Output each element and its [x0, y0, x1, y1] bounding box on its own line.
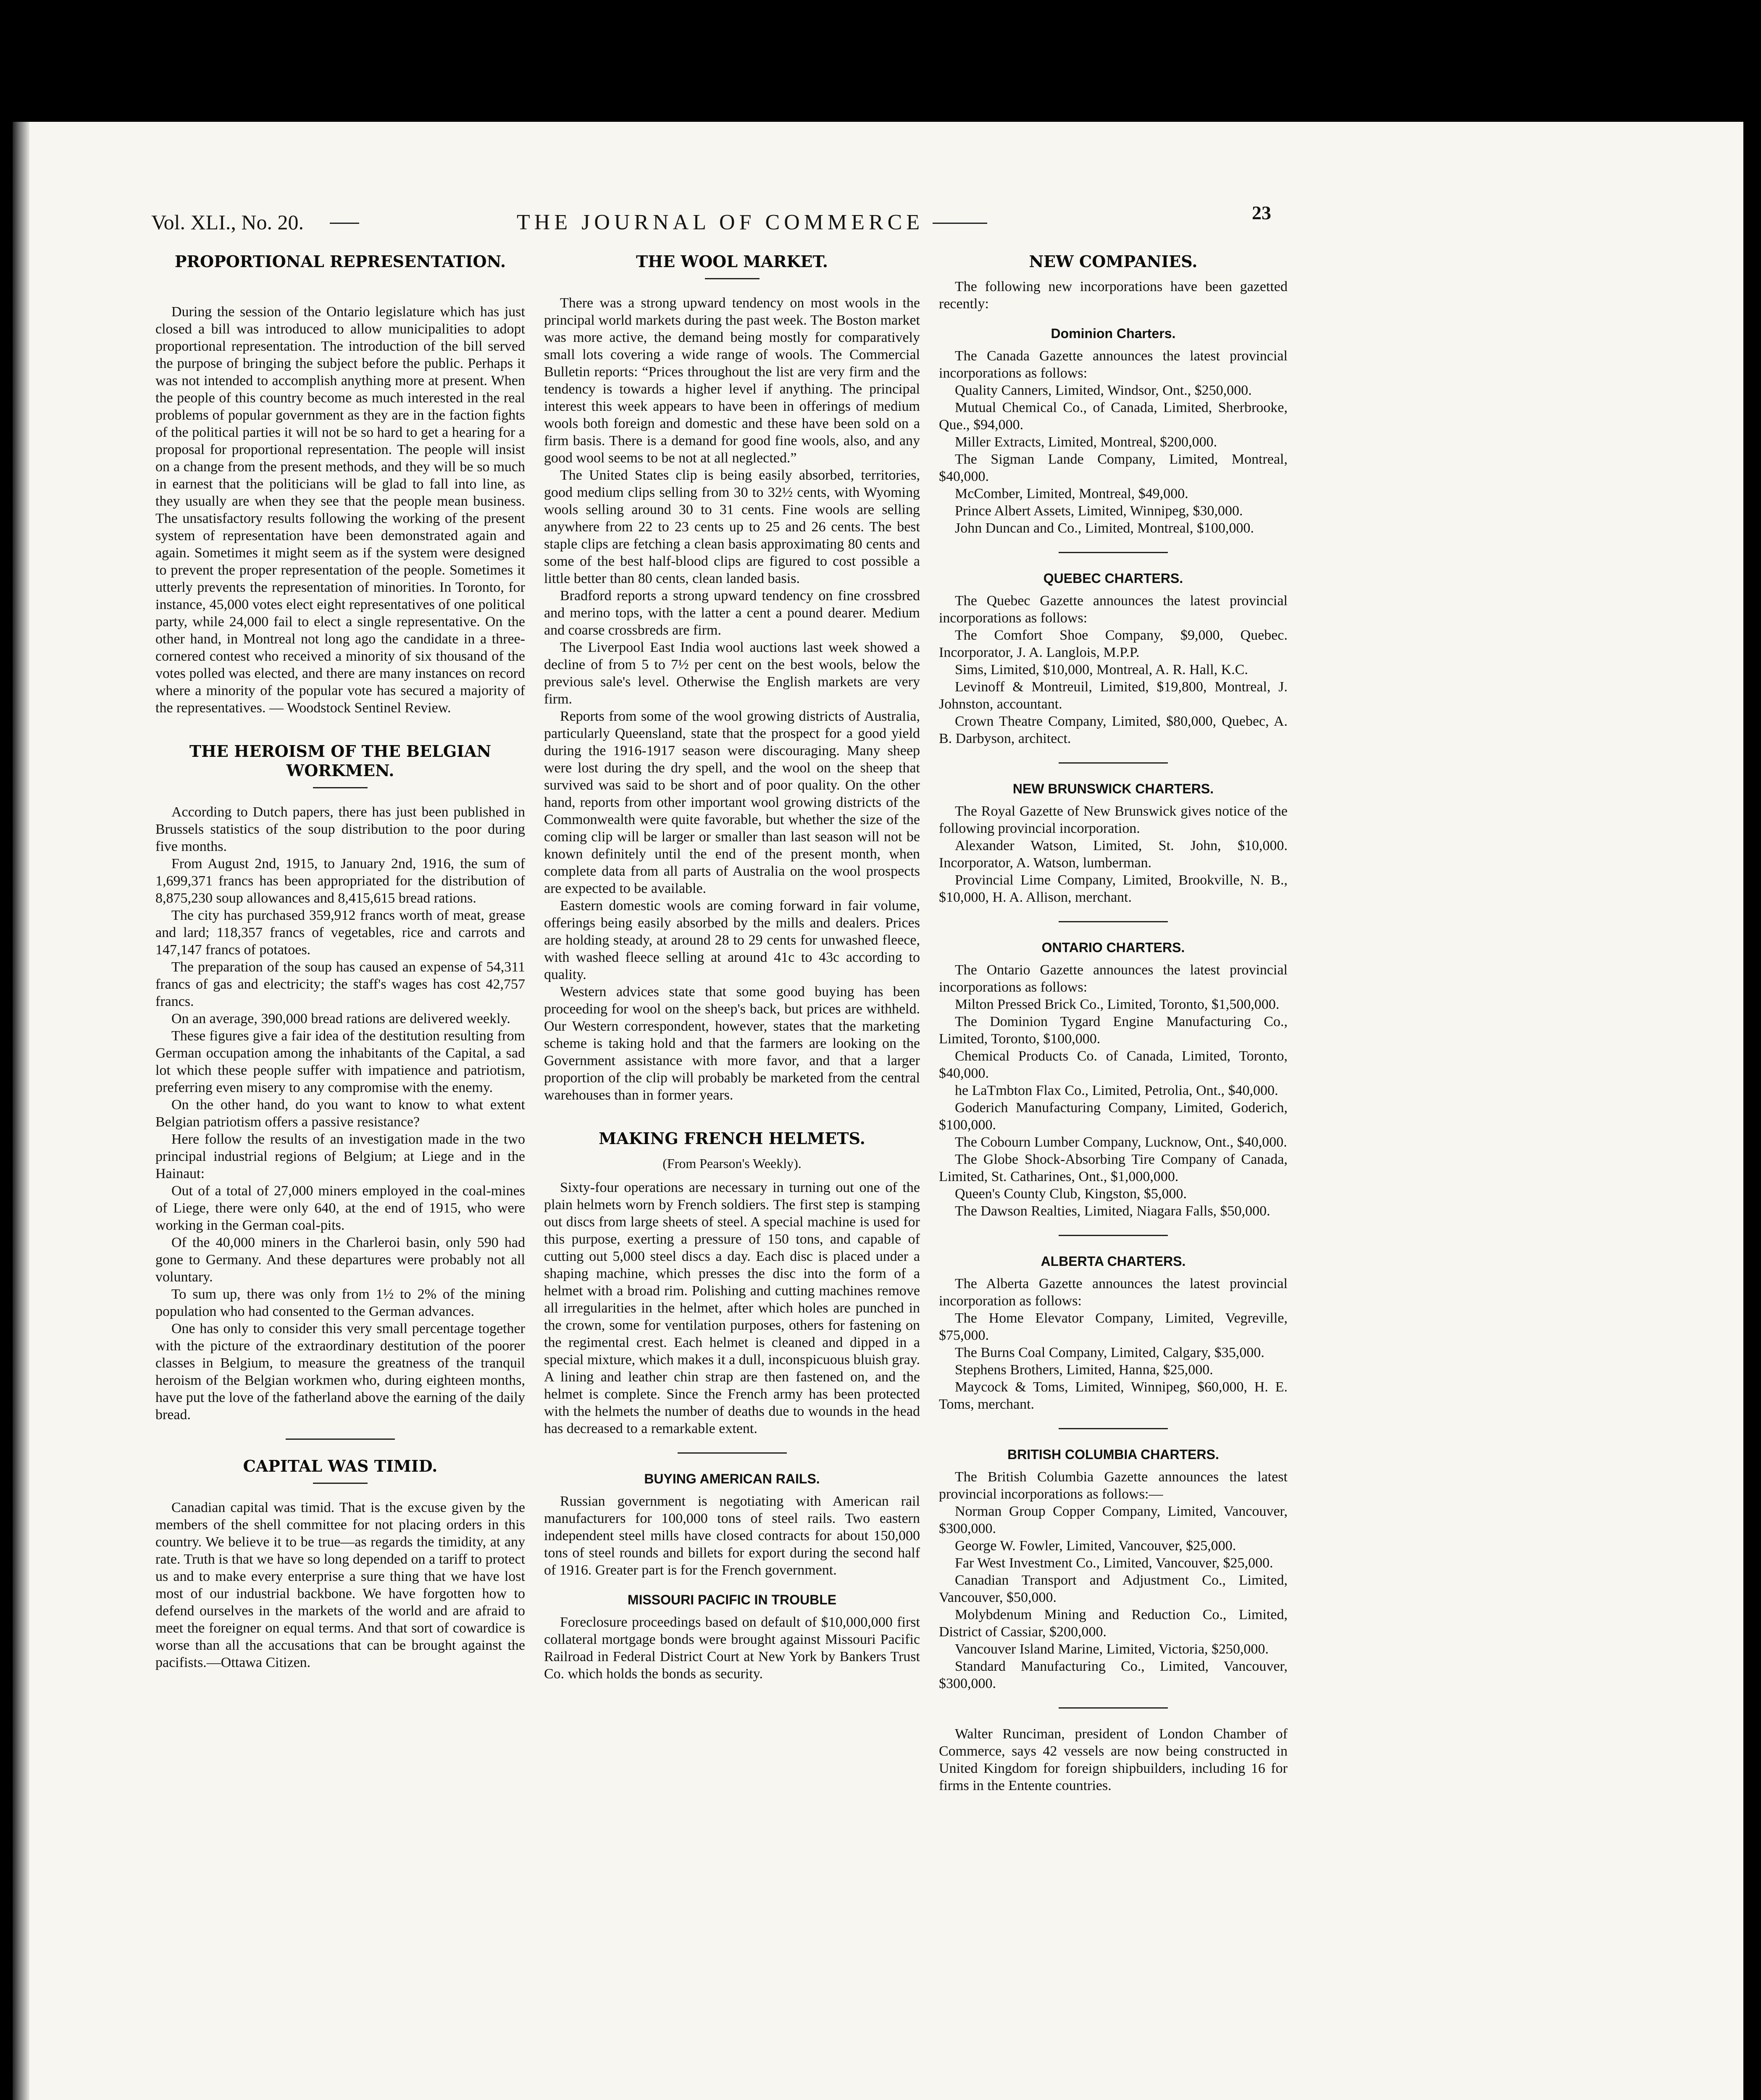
charter-list-item: Chemical Products Co. of Canada, Limited, Toronto, $40,000. — [939, 1048, 1288, 1081]
article-title-making-french-helmets: MAKING FRENCH HELMETS. — [599, 1129, 865, 1148]
article-paragraph: On the other hand, do you want to know to what extent Belgian patriotism offers a passive resistance? — [155, 1097, 525, 1130]
article-paragraph: The city has purchased 359,912 francs worth of meat, grease and lard; 118,357 francs of vegetables, rice and carrots and 147,147 francs of potatoes. — [155, 908, 525, 958]
article-title-heroism-belgian-workmen: THE HEROISM OF THE BELGIAN WORKMEN. — [189, 742, 492, 780]
section-divider — [1059, 1428, 1168, 1429]
charter-list-item: Quality Canners, Limited, Windsor, Ont., $250,000. — [955, 383, 1252, 398]
article-paragraph: One has only to consider this very small percentage together with the picture of the extraordinary destitution of the poorer classes in Belgium, to measure the greatness of the tranquil heroism of the Belgian workmen who, during eighteen months, have put the love of the fatherland above the earning of the daily bread. — [155, 1321, 525, 1423]
journal-title: THE JOURNAL OF COMMERCE — [517, 210, 924, 234]
alberta-charters-list — [939, 1310, 1288, 1413]
volume-number: Vol. XLI., No. 20. — [151, 210, 304, 234]
charter-list-item: The Globe Shock-Absorbing Tire Company of Canada, Limited, St. Catharines, Ont., $1,000,000. — [939, 1152, 1288, 1184]
article-title-wool-market: THE WOOL MARKET. — [636, 252, 828, 271]
charter-list-item: Far West Investment Co., Limited, Vancouver, $25,000. — [955, 1555, 1273, 1571]
charter-list-item: Levinoff & Montreuil, Limited, $19,800, Montreal, J. Johnston, accountant. — [939, 679, 1288, 712]
article-paragraph: Eastern domestic wools are coming forward in fair volume, offerings being easily absorbed by the mills and dealers. Prices are holding steady, at around 28 to 29 cents for unwashed fleece, with washed fleece selling at around 41c to 43c according to quality. — [544, 898, 920, 982]
header-rule-left — [330, 223, 359, 224]
dominion-charters-list — [939, 382, 1288, 537]
section-title-new-brunswick-charters: NEW BRUNSWICK CHARTERS. — [1012, 781, 1214, 796]
section-divider — [1059, 1707, 1168, 1709]
runciman-note: Walter Runciman, president of London Chamber of Commerce, says 42 vessels are now being constructed in United Kingdom for foreign shipbuilders, including 16 for firms in the Entente countries. — [939, 1726, 1288, 1793]
column-middle — [544, 252, 920, 1683]
article-paragraph: On an average, 390,000 bread rations are delivered weekly. — [171, 1011, 510, 1026]
article-text: Foreclosure proceedings based on default of $10,000,000 first collateral mortgage bonds were brought against Missouri Pacific Railroad in Federal District Court at New York by Bankers Trust Co. which holds the bonds as security. — [544, 1614, 920, 1682]
charter-list-item: Molybdenum Mining and Reduction Co., Limited, District of Cassiar, $200,000. — [939, 1607, 1288, 1640]
section-divider — [678, 1452, 787, 1454]
newspaper-page — [13, 122, 1743, 2100]
ontario-charters-list — [939, 996, 1288, 1220]
charter-list-item: The Dawson Realties, Limited, Niagara Falls, $50,000. — [955, 1203, 1270, 1219]
article-paragraph: Bradford reports a strong upward tendency on fine crossbred and merino tops, with the latter a cent a pound dearer. Medium and coarse crossbreds are firm. — [544, 588, 920, 638]
title-rule — [313, 1483, 368, 1484]
article-paragraph: Here follow the results of an investigation made in the two principal industrial regions of Belgium; at Liege and in the Hainaut: — [155, 1131, 525, 1181]
article-title-buying-american-rails: BUYING AMERICAN RAILS. — [644, 1471, 820, 1486]
section-divider — [286, 1438, 395, 1440]
charter-list-item: McComber, Limited, Montreal, $49,000. — [955, 486, 1188, 501]
article-title-capital-was-timid: CAPITAL WAS TIMID. — [243, 1457, 438, 1475]
charter-list-item: Provincial Lime Company, Limited, Brookville, N. B., $10,000, H. A. Allison, merchant. — [939, 872, 1288, 905]
article-paragraph: Of the 40,000 miners in the Charleroi basin, only 590 had gone to Germany. And these departures were probably not all voluntary. — [155, 1235, 525, 1285]
article-text: Canadian capital was timid. That is the excuse given by the members of the shell committee for not placing orders in this country. We believe it to be true—as regards the timidity, at any rate. Truth is that we have so long depended on a tariff to protect us and to make every enterprise a sure thing that we have lost most of our industrial backbone. We have forgotten how to defend ourselves in the markets of the world and are afraid to meet the foreigner on equal terms. And that sort of cowardice is worse than all the accusations that can be brought against the pacifists.—Ottawa Citizen. — [155, 1500, 525, 1670]
title-rule — [705, 278, 760, 279]
section-title-british-columbia-charters: BRITISH COLUMBIA CHARTERS. — [1007, 1447, 1219, 1462]
article-paragraph: The Liverpool East India wool auctions last week showed a decline of from 5 to 7½ per cent on the best wools, below the previous sale's level. Otherwise the English markets are very firm. — [544, 640, 920, 707]
companies-intro: The following new incorporations have been gazetted recently: — [939, 279, 1288, 312]
column-right — [939, 252, 1288, 1794]
charter-list-item: Mutual Chemical Co., of Canada, Limited, Sherbrooke, Que., $94,000. — [939, 400, 1288, 433]
section-title-dominion-charters: Dominion Charters. — [1051, 326, 1176, 341]
article-title-new-companies: NEW COMPANIES. — [1029, 252, 1198, 271]
section-divider — [1059, 762, 1168, 764]
charter-list-item: Maycock & Toms, Limited, Winnipeg, $60,000, H. E. Toms, merchant. — [939, 1379, 1288, 1412]
charter-list-item: Goderich Manufacturing Company, Limited, Goderich, $100,000. — [939, 1100, 1288, 1133]
article-text: During the session of the Ontario legislature which has just closed a bill was introduced to allow municipalities to adopt proportional representation. The introduction of the bill served the purpose of bringing the subject before the public. Perhaps it was not intended to accomplish anything more at present. When the people of this country become as much interested in the real problems of popular government as they are in the faction fights of the political parties it will not be so hard to get a hearing for a proposal for proportional representation. The people will insist on a change from the present methods, and they will be so much in earnest that the politicians will be glad to fall into line, as they usually are when they see that the people mean business. The unsatisfactory results following the working of the present system of representation have been demonstrated again and again. Sometimes it might seem as if the system were designed to prevent the proper representation of the people. Sometimes it utterly prevents the representation of minorities. In Toronto, for instance, 45,000 votes elect eight representatives of one political party, while 24,000 fail to elect a single representative. On the other hand, in Montreal not long ago the candidate in a three-cornered contest who received a minority of six thousand of the votes polled was elected, and there are many instances on record where a minority of the popular vote has secured a majority of the representatives. — Woodstock Sentinel Review. — [155, 304, 525, 716]
british-columbia-charters-list — [939, 1503, 1288, 1692]
charter-list-item: The Comfort Shoe Company, $9,000, Quebec. Incorporator, J. A. Langlois, M.P.P. — [939, 627, 1288, 660]
section-title-quebec-charters: QUEBEC CHARTERS. — [1043, 571, 1183, 586]
article-paragraph: Out of a total of 27,000 miners employed in the coal-mines of Liege, there were only 640, at the end of 1915, who were working in the German coal-pits. — [155, 1183, 525, 1233]
article-paragraph: Reports from some of the wool growing districts of Australia, particularly Queensland, state that the prospect for a good yield during the 1916-1917 season were discouraging. Many sheep were lost during the dry spell, and the wool on the sheep that survived was said to be short and of poor quality. On the other hand, reports from other important wool growing districts of the Commonwealth were quite favorable, but whether the size of the coming clip will be larger or smaller than last season will not be known definitely until the end of the present month, when complete data from all parts of Australia on the wool prospects are expected to be available. — [544, 709, 920, 896]
header-rule-right — [933, 223, 987, 224]
title-rule — [313, 787, 368, 788]
charter-list-item: Vancouver Island Marine, Limited, Victoria, $250,000. — [955, 1641, 1269, 1657]
charter-list-item: The Dominion Tygard Engine Manufacturing Co., Limited, Toronto, $100,000. — [939, 1014, 1288, 1047]
charter-list-item: Sims, Limited, $10,000, Montreal, A. R. Hall, K.C. — [955, 662, 1248, 677]
charter-list-item: he LaTmbton Flax Co., Limited, Petrolia, Ont., $40,000. — [955, 1083, 1278, 1098]
charter-list-item: Miller Extracts, Limited, Montreal, $200,000. — [955, 434, 1217, 450]
article-title-missouri-pacific: MISSOURI PACIFIC IN TROUBLE — [627, 1592, 837, 1607]
charter-list-item: Stephens Brothers, Limited, Hanna, $25,000. — [955, 1362, 1213, 1378]
charter-list-item: The Home Elevator Company, Limited, Vegreville, $75,000. — [939, 1310, 1288, 1343]
column-left — [155, 252, 525, 1671]
section-divider — [1059, 921, 1168, 922]
charter-list-item: John Duncan and Co., Limited, Montreal, $100,000. — [955, 520, 1254, 536]
section-intro: The British Columbia Gazette announces the latest provincial incorporations as follows:— — [939, 1469, 1288, 1502]
charter-list-item: Alexander Watson, Limited, St. John, $10,000. Incorporator, A. Watson, lumberman. — [939, 838, 1288, 871]
article-text: Russian government is negotiating with American rail manufacturers for 100,000 tons of steel rails. Two eastern independent steel mills have closed contracts for about 150,000 tons of steel rounds and billets for export during the second half of 1916. Greater part is for the French government. — [544, 1494, 920, 1578]
charter-list-item: George W. Fowler, Limited, Vancouver, $25,000. — [955, 1538, 1236, 1554]
section-divider — [1059, 552, 1168, 553]
charter-list-item: The Cobourn Lumber Company, Lucknow, Ont., $40,000. — [955, 1134, 1287, 1150]
article-paragraph: The United States clip is being easily absorbed, territories, good medium clips selling from 30 to 32½ cents, with Wyoming wools selling around 30 to 31 cents. Fine wools are selling anywhere from 22 to 23 cents up to 25 and 26 cents. The best staple clips are fetching a clean basis approximating 80 cents and some of the best half-blood clips are figured to cost possible a little better than 80 cents, clean landed basis. — [544, 467, 920, 586]
section-title-alberta-charters: ALBERTA CHARTERS. — [1041, 1254, 1186, 1269]
section-intro: The Ontario Gazette announces the latest provincial incorporations as follows: — [939, 962, 1288, 995]
charter-list-item: Canadian Transport and Adjustment Co., Limited, Vancouver, $50,000. — [939, 1572, 1288, 1605]
charter-list-item: Crown Theatre Company, Limited, $80,000, Quebec, A. B. Darbyson, architect. — [939, 714, 1288, 746]
section-title-ontario-charters: ONTARIO CHARTERS. — [1041, 940, 1185, 955]
section-intro: The Royal Gazette of New Brunswick gives notice of the following provincial incorporation. — [939, 803, 1288, 836]
charter-list-item: Norman Group Copper Company, Limited, Vancouver, $300,000. — [939, 1504, 1288, 1536]
section-intro: The Quebec Gazette announces the latest provincial incorporations as follows: — [939, 593, 1288, 626]
new-brunswick-charters-list — [939, 837, 1288, 906]
section-intro: The Canada Gazette announces the latest provincial incorporations as follows: — [939, 348, 1288, 381]
charter-list-item: Queen's County Club, Kingston, $5,000. — [955, 1186, 1187, 1202]
charter-list-item: Standard Manufacturing Co., Limited, Vancouver, $300,000. — [939, 1659, 1288, 1691]
article-text: Sixty-four operations are necessary in turning out one of the plain helmets worn by French soldiers. The first step is stamping out discs from large sheets of steel. A special machine is used for this purpose, exerting a pressure of 150 tons, and capable of cutting out 5,000 steel discs a day. Each disc is placed under a shaping machine, which presses the disc into the form of a helmet with a broad rim. Polishing and cutting machines remove all irregularities in the helmet, after which holes are punched in the crown, some for ventilation purposes, others for fastening on the regimental crest. Each helmet is cleaned and dipped in a special mixture, which makes it a dull, inconspicuous bluish gray. A lining and leather chin strap are then fastened on, and the helmet is complete. Since the French army has been protected with the helmets the number of deaths due to wounds in the head has decreased to a remarkable extent. — [544, 1180, 920, 1436]
article-paragraph: The preparation of the soup has caused an expense of 54,311 francs of gas and electricity; the staff's wages has cost 42,757 francs. — [155, 959, 525, 1009]
section-intro: The Alberta Gazette announces the latest provincial incorporation as follows: — [939, 1276, 1288, 1309]
page-number: 23 — [1252, 202, 1271, 223]
article-source: (From Pearson's Weekly). — [662, 1156, 802, 1171]
article-paragraph: According to Dutch papers, there has just been published in Brussels statistics of the soup distribution to the poor during five months. — [155, 804, 525, 854]
article-paragraph: From August 2nd, 1915, to January 2nd, 1916, the sum of 1,699,371 francs has been appropriated for the distribution of 8,875,230 soup allowances and 8,415,615 bread rations. — [155, 856, 525, 906]
charter-list-item: The Burns Coal Company, Limited, Calgary, $35,000. — [955, 1345, 1264, 1360]
section-divider — [1059, 1235, 1168, 1236]
article-paragraph: There was a strong upward tendency on most wools in the principal world markets during the past week. The Boston market was more active, the demand being mostly for comparatively small lots covering a wide range of wools. The Commercial Bulletin reports: “Prices throughout the list are very firm and the tendency is towards a higher level if anything. The principal interest this week appears to have been in offerings of medium wools both foreign and domestic and these have been sold on a firm basis. There is a demand for good fine wools, also, and any good wool seems to be not at all neglected.” — [544, 295, 920, 466]
charter-list-item: Prince Albert Assets, Limited, Winnipeg, $30,000. — [955, 503, 1243, 519]
article-paragraph: These figures give a fair idea of the destitution resulting from German occupation among the inhabitants of the Capital, a sad lot which these people suffer with impatience and patriotism, preferring even misery to any compromise with the enemy. — [155, 1028, 525, 1095]
article-paragraph: Western advices state that some good buying has been proceeding for wool on the sheep's back, but prices are withheld. Our Western correspondent, however, states that the marketing scheme is taking hold and that the farmers are looking on the Government assistance with more favor, and that a larger proportion of the clip will probably be marketed from the central warehouses than in former years. — [544, 984, 920, 1103]
charter-list-item: Milton Pressed Brick Co., Limited, Toronto, $1,500,000. — [955, 997, 1280, 1012]
charter-list-item: The Sigman Lande Company, Limited, Montreal, $40,000. — [939, 452, 1288, 484]
article-paragraph: To sum up, there was only from 1½ to 2% of the mining population who had consented to the German advances. — [155, 1286, 525, 1319]
quebec-charters-list — [939, 627, 1288, 747]
article-title-proportional-representation: PROPORTIONAL REPRESENTATION. — [174, 252, 506, 271]
